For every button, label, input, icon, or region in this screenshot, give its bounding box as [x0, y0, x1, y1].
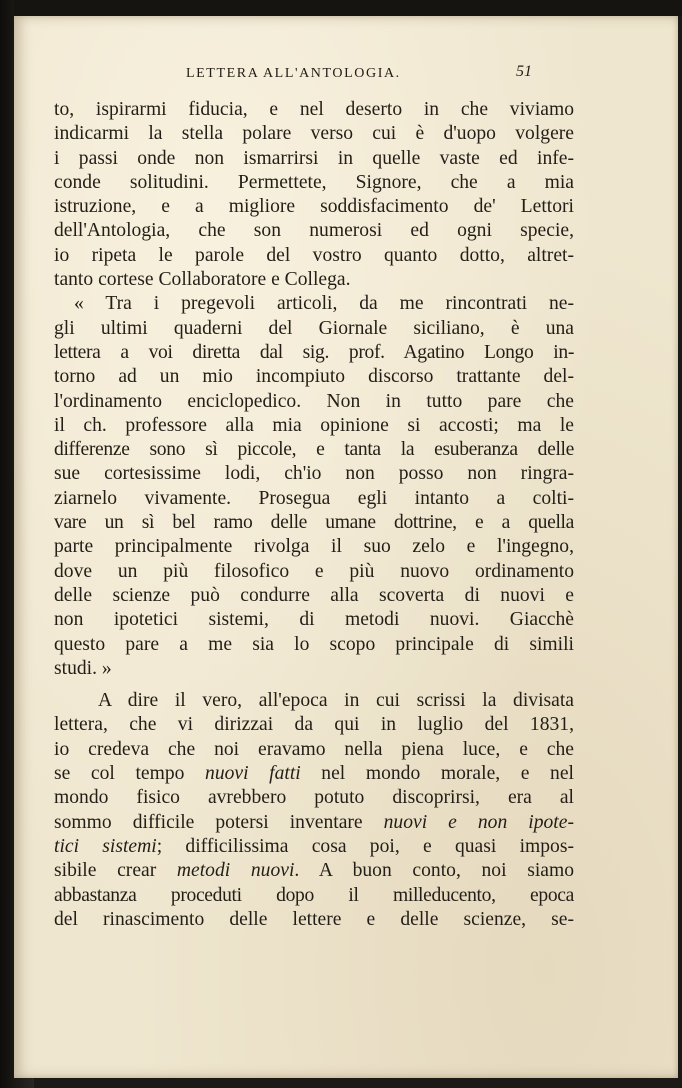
quote-line: sue cortesissime lodi, ch'io non posso non ringra-	[54, 463, 574, 485]
text-run: se col tempo	[54, 763, 206, 785]
quote-line: l'ordinamento enciclopedico. Non in tutto pare che	[54, 390, 574, 412]
text-line: abbastanza proceduti dopo il milleducento, epoca	[54, 884, 574, 906]
text-line: to, ispirarmi fiducia, e nel deserto in che viviamo	[54, 99, 574, 120]
text-line: mondo fisico avrebbero potuto discoprirsi, era al	[54, 787, 574, 809]
page-body-text	[54, 98, 574, 932]
text-line: dell'Antologia, che son numerosi ed ogni specie,	[54, 220, 574, 242]
text-run: sommo difficile potersi inventare	[54, 811, 384, 833]
book-page	[14, 16, 678, 1078]
text-run: nel mondo morale, e nel	[300, 763, 574, 785]
running-header	[174, 63, 554, 88]
quote-line: non ipotetici sistemi, di metodi nuovi. Giacchè	[54, 609, 574, 631]
italic-run: metodi nuovi	[176, 860, 295, 882]
quote-line: torno ad un mio incompiuto discorso trattante del-	[54, 366, 574, 388]
italic-run: nuovi e non ipote-	[383, 811, 574, 833]
text-line: indicarmi la stella polare verso cui è d'uopo volgere	[54, 123, 574, 145]
text-line: conde solitudini. Permettete, Signore, che a mia	[54, 171, 574, 193]
text-run: ; difficilissima cosa poi, e quasi impos-	[156, 835, 574, 857]
text-line: io ripeta le parole del vostro quanto dotto, altret-	[54, 244, 574, 266]
italic-run: nuovi fatti	[205, 763, 301, 785]
quote-line: il ch. professore alla mia opinione si accosti; ma le	[54, 414, 574, 436]
running-title: LETTERA ALL'ANTOLOGIA.	[186, 66, 401, 81]
text-run: . A buon conto, noi siamo	[294, 860, 574, 882]
text-line	[54, 835, 574, 859]
text-line: A dire il vero, all'epoca in cui scrissi la divisata	[98, 690, 574, 712]
text-line	[54, 859, 574, 883]
text-run: sibile crear	[54, 860, 177, 882]
page-top-edge	[14, 0, 682, 16]
text-line	[54, 762, 574, 786]
quote-line: gli ultimi quaderni del Giornale siciliano, è una	[54, 317, 574, 339]
quote-line: delle scienze può condurre alla scoverta di nuovi e	[54, 584, 574, 606]
italic-run: tici sistemi	[54, 835, 157, 857]
text-line: io credeva che noi eravamo nella piena luce, e che	[54, 738, 574, 760]
page-number: 51	[516, 63, 532, 80]
quote-line: ziarnelo vivamente. Prosegua egli intanto a colti-	[54, 487, 574, 509]
text-line: del rinascimento delle lettere e delle scienze, se-	[54, 908, 574, 930]
text-line: istruzione, e a migliore soddisfacimento de' Lettori	[54, 196, 574, 218]
text-line: i passi onde non ismarrirsi in quelle vaste ed infe-	[54, 147, 574, 169]
quote-line: « Tra i pregevoli articoli, da me rincontrati ne-	[74, 293, 574, 315]
quote-line: lettera a voi diretta dal sig. prof. Agatino Longo in-	[54, 341, 574, 363]
quote-line: dove un più filosofico e più nuovo ordinamento	[54, 560, 574, 582]
quote-line: differenze sono sì piccole, e tanta la esuberanza delle	[54, 439, 574, 461]
text-line: lettera, che vi dirizzai da qui in luglio del 1831,	[54, 714, 574, 736]
quote-line: vare un sì bel ramo delle umane dottrine, e a quella	[54, 512, 574, 534]
quote-line: studi. »	[54, 657, 112, 679]
text-line	[54, 811, 574, 835]
quote-line: questo pare a me sia lo scopo principale di simili	[54, 633, 574, 655]
quote-line: parte principalmente rivolga il suo zelo e l'ingegno,	[54, 536, 574, 558]
text-line: tanto cortese Collaboratore e Collega.	[54, 269, 351, 291]
